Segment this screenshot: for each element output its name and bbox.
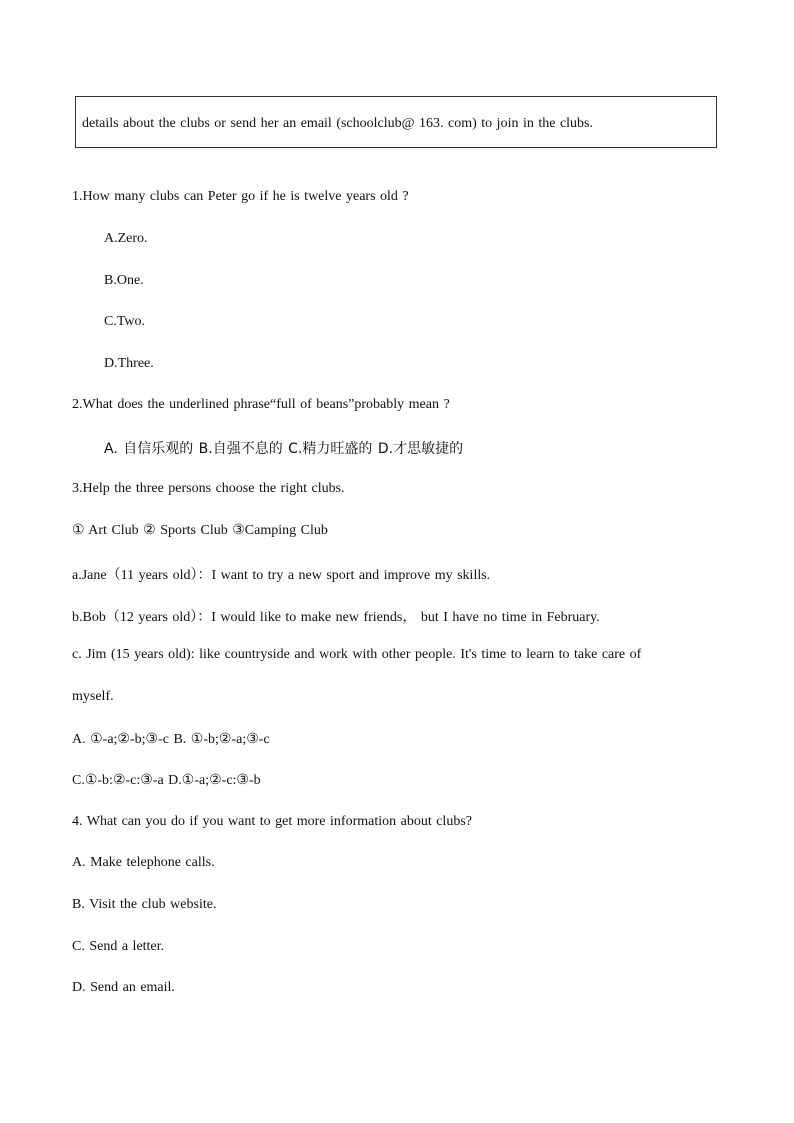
- question-1-option-d: D.Three.: [104, 356, 154, 371]
- question-3-person-a: a.Jane（11 years old）：I want to try a new sport and improve my skills.: [72, 568, 491, 583]
- question-4-option-c: C. Send a letter.: [72, 939, 165, 954]
- question-1-option-a: A.Zero.: [104, 231, 148, 246]
- question-3-answers-cd: C.①-b:②-c:③-a D.①-a;②-c:③-b: [72, 773, 261, 788]
- passage-continuation-box: [75, 96, 717, 148]
- question-1-option-c: C.Two.: [104, 314, 146, 329]
- question-4-stem: 4. What can you do if you want to get more information about clubs?: [72, 814, 472, 829]
- question-3-person-c-continued: myself.: [72, 689, 114, 704]
- passage-text: details about the clubs or send her an email (schoolclub@ 163. com) to join in the clubs.: [82, 116, 594, 131]
- question-3-person-c: c. Jim (15 years old): like countryside and work with other people. It's time to learn to take care of: [72, 647, 642, 662]
- question-3-club-list: ① Art Club ② Sports Club ③Camping Club: [72, 523, 328, 538]
- question-4-option-d: D. Send an email.: [72, 980, 175, 995]
- question-1-option-b: B.One.: [104, 273, 144, 288]
- question-4-option-a: A. Make telephone calls.: [72, 855, 215, 870]
- question-1-stem: 1.How many clubs can Peter go if he is twelve years old ?: [72, 189, 409, 204]
- question-3-person-b: b.Bob（12 years old）：I would like to make new friends， but I have no time in February.: [72, 610, 600, 625]
- question-2-stem: 2.What does the underlined phrase“full of beans”probably mean ?: [72, 397, 450, 412]
- question-3-answers-ab: A. ①-a;②-b;③-c B. ①-b;②-a;③-c: [72, 732, 270, 747]
- question-4-option-b: B. Visit the club website.: [72, 897, 217, 912]
- question-2-options: A. 自信乐观的 B.自强不息的 C.精力旺盛的 D.才思敏捷的: [104, 441, 464, 457]
- question-3-stem: 3.Help the three persons choose the right clubs.: [72, 481, 345, 496]
